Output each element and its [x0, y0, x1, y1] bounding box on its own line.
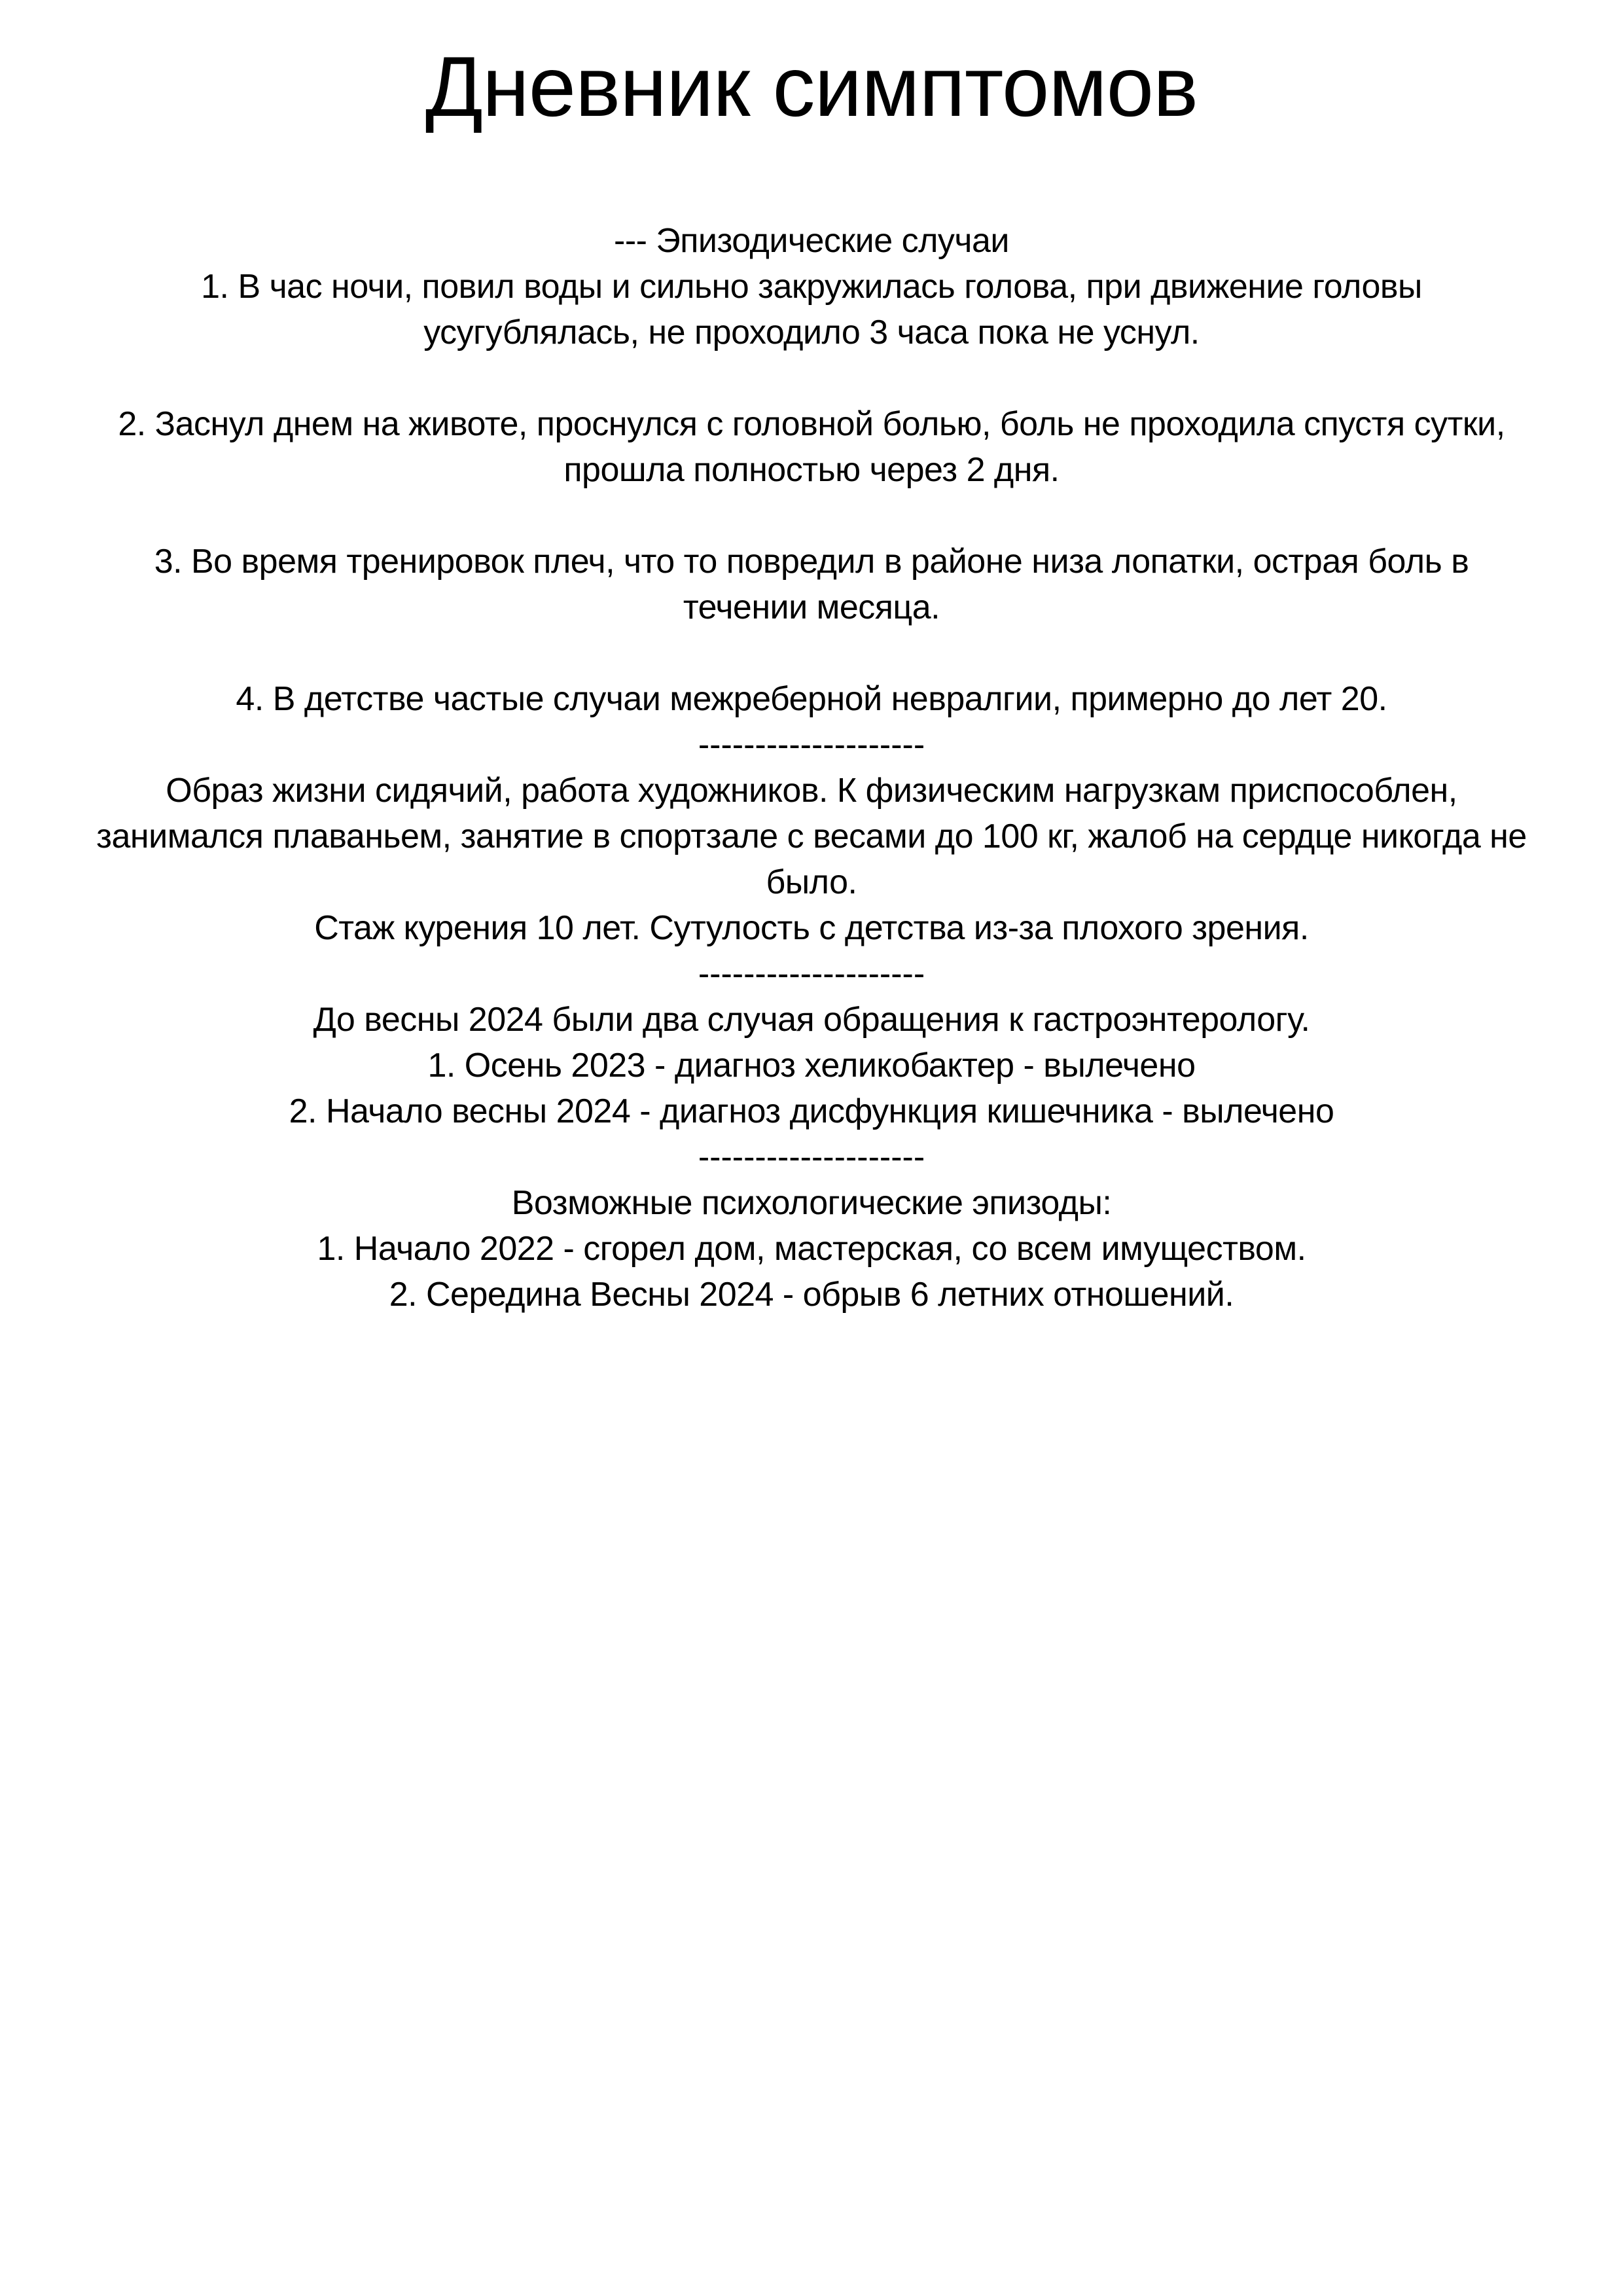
text-line: прошла полностью через 2 дня.: [563, 451, 1060, 489]
text-line: занимался плаваньем, занятие в спортзале с весами до 100 кг, жалоб на сердце никогда не: [96, 817, 1527, 855]
separator-line: --------------------: [698, 726, 925, 764]
text-line: До весны 2024 были два случая обращения к гастроэнтерологу.: [313, 1001, 1310, 1039]
text-line: 2. Середина Весны 2024 - обрыв 6 летних отношений.: [389, 1276, 1234, 1314]
separator-line: --------------------: [698, 1138, 925, 1176]
text-line: 1. Начало 2022 - сгорел дом, мастерская, со всем имуществом.: [317, 1230, 1306, 1268]
text-line: 2. Начало весны 2024 - диагноз дисфункция кишечника - вылечено: [289, 1092, 1334, 1130]
document-title: Дневник симптомов: [425, 39, 1198, 134]
text-line: Возможные психологические эпизоды:: [511, 1184, 1112, 1222]
text-line: 3. Во время тренировок плеч, что то повредил в районе низа лопатки, острая боль в: [154, 543, 1469, 581]
blank-line: [0, 493, 1623, 539]
text-line: 4. В детстве частые случаи межреберной невралгии, примерно до лет 20.: [236, 680, 1387, 718]
text-line: 1. Осень 2023 - диагноз хеликобактер - вылечено: [427, 1047, 1196, 1085]
text-line: 1. В час ночи, повил воды и сильно закружилась голова, при движение головы: [201, 268, 1422, 306]
text-line: Образ жизни сидячий, работа художников. К физическим нагрузкам приспособлен,: [166, 772, 1457, 810]
text-line: 2. Заснул днем на животе, проснулся с головной болью, боль не проходила спустя сутки,: [118, 405, 1505, 443]
text-line: было.: [766, 863, 857, 901]
text-line: течении месяца.: [683, 588, 940, 626]
separator-line: --------------------: [698, 955, 925, 993]
text-line: усугублялась, не проходило 3 часа пока не уснул.: [423, 314, 1200, 351]
blank-line: [0, 355, 1623, 401]
document-body: [0, 218, 1623, 1318]
blank-line: [0, 630, 1623, 676]
text-line: Стаж курения 10 лет. Сутулость с детства из-за плохого зрения.: [314, 909, 1309, 947]
text-line: --- Эпизодические случаи: [614, 222, 1009, 260]
